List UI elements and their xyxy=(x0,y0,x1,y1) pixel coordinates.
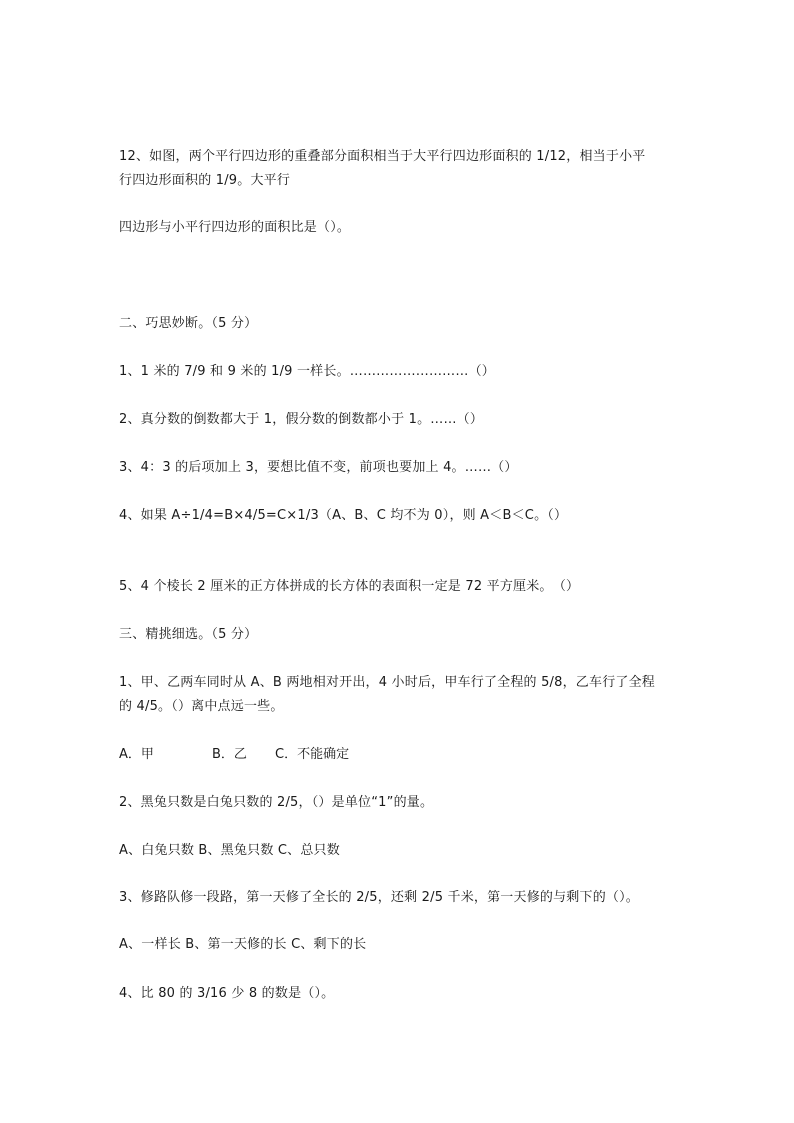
choice-q1-option-c: C．不能确定 xyxy=(275,747,350,762)
choice-q1-line-2: 的 4/5。（）离中点远一些。 xyxy=(119,699,284,714)
q12-line-2: 行四边形面积的 1/9。大平行 xyxy=(119,173,291,188)
judge-item-3: 3、4：3 的后项加上 3，要想比值不变，前项也要加上 4。……（） xyxy=(119,460,518,475)
choice-q2-options: A、白兔只数 B、黑兔只数 C、总只数 xyxy=(119,843,340,858)
choice-q3-options: A、一样长 B、第一天修的长 C、剩下的长 xyxy=(119,937,367,952)
judge-item-4: 4、如果 A÷1/4=B×4/5=C×1/3（A、B、C 均不为 0），则 A＜B＜C。（） xyxy=(119,508,568,523)
choice-q1-options xyxy=(119,743,349,767)
judge-item-5: 5、4 个棱长 2 厘米的正方体拼成的长方体的表面积一定是 72 平方厘米。 （） xyxy=(119,579,580,594)
section-2-heading: 二、巧思妙断。（5 分） xyxy=(119,316,258,331)
q12-line-1: 12、如图，两个平行四边形的重叠部分面积相当于大平行四边形面积的 1/12，相当于小平 xyxy=(119,149,646,164)
judge-item-1: 1、1 米的 7/9 和 9 米的 1/9 一样长。………………………（） xyxy=(119,364,495,379)
choice-q1-option-b: B．乙 xyxy=(212,747,247,762)
judge-item-2: 2、真分数的倒数都大于 1，假分数的倒数都小于 1。……（） xyxy=(119,412,484,427)
choice-q1-option-a: A．甲 xyxy=(119,747,154,762)
choice-q1-line-1: 1、甲、乙两车同时从 A、B 两地相对开出，4 小时后，甲车行了全程的 5/8，乙车行了全程 xyxy=(119,675,656,690)
section-3-heading: 三、精挑细选。（5 分） xyxy=(119,627,258,642)
choice-q2-text: 2、黑兔只数是白兔只数的 2/5，（）是单位“1”的量。 xyxy=(119,795,434,810)
choice-q3-text: 3、修路队修一段路，第一天修了全长的 2/5，还剩 2/5 千米，第一天修的与剩下的（）。 xyxy=(119,890,640,905)
q12-line-3: 四边形与小平行四边形的面积比是（）。 xyxy=(119,220,351,235)
choice-q4-text: 4、比 80 的 3/16 少 8 的数是（）。 xyxy=(119,986,335,1001)
